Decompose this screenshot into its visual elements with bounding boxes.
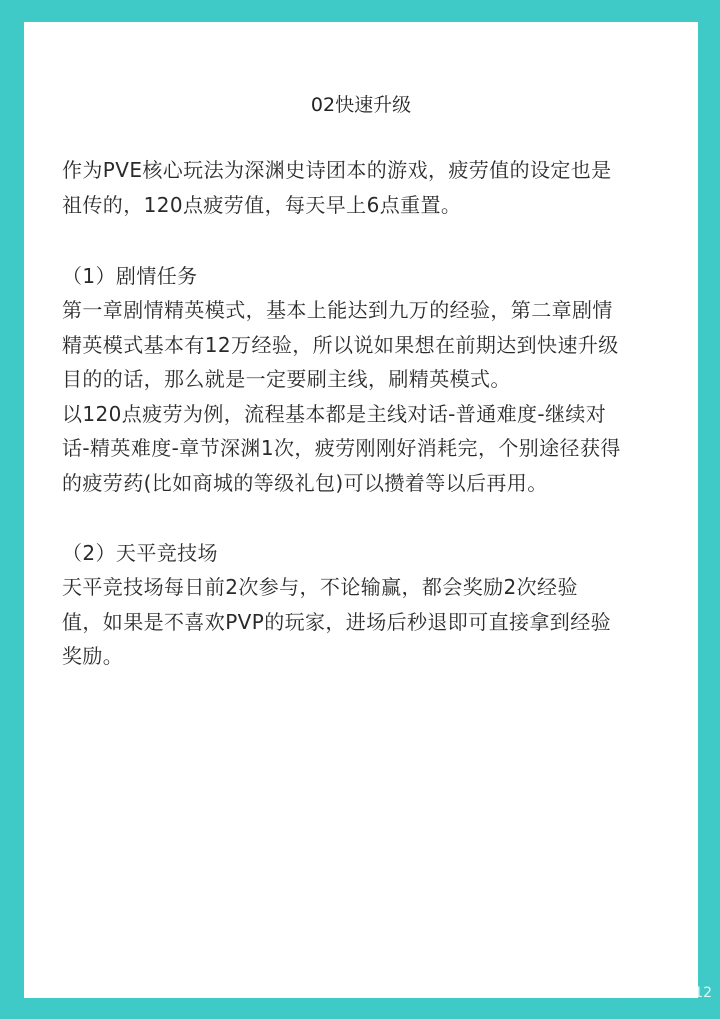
document-card <box>24 22 698 998</box>
section-heading-story-quests: （1）剧情任务 <box>62 264 198 288</box>
intro-paragraph: 作为PVE核心玩法为深渊史诗团本的游戏，疲劳值的设定也是 祖传的，120点疲劳值，每天早上6点重置。 <box>62 158 612 217</box>
section-heading-arena: （2）天平竞技场 <box>62 541 218 565</box>
xiaohongshu-id: 小红书号: 6941955312 <box>557 985 712 1001</box>
xiaohongshu-logo: 小红书 <box>634 951 690 977</box>
xiaohongshu-watermark <box>512 951 712 1011</box>
document-title: 02快速升级 <box>310 94 412 116</box>
section-body-story-quests: 第一章剧情精英模式，基本上能达到九万的经验，第二章剧情 精英模式基本有12万经验，所以说如果想在前期达到快速升级 目的的话，那么就是一定要刷主线，刷精英模式。 以120点疲劳为例，流程基本都是主线对话-普通难度-继续对 话-精英难度-章节深渊1次，疲劳刚刚好消耗完，个别途径获得 的疲劳药(比如商城的等级礼包)可以攒着等以后再用。 <box>62 298 621 495</box>
section-body-arena: 天平竞技场每日前2次参与，不论输赢，都会奖励2次经验 值，如果是不喜欢PVP的玩家，进场后秒退即可直接拿到经验 奖励。 <box>62 575 612 668</box>
